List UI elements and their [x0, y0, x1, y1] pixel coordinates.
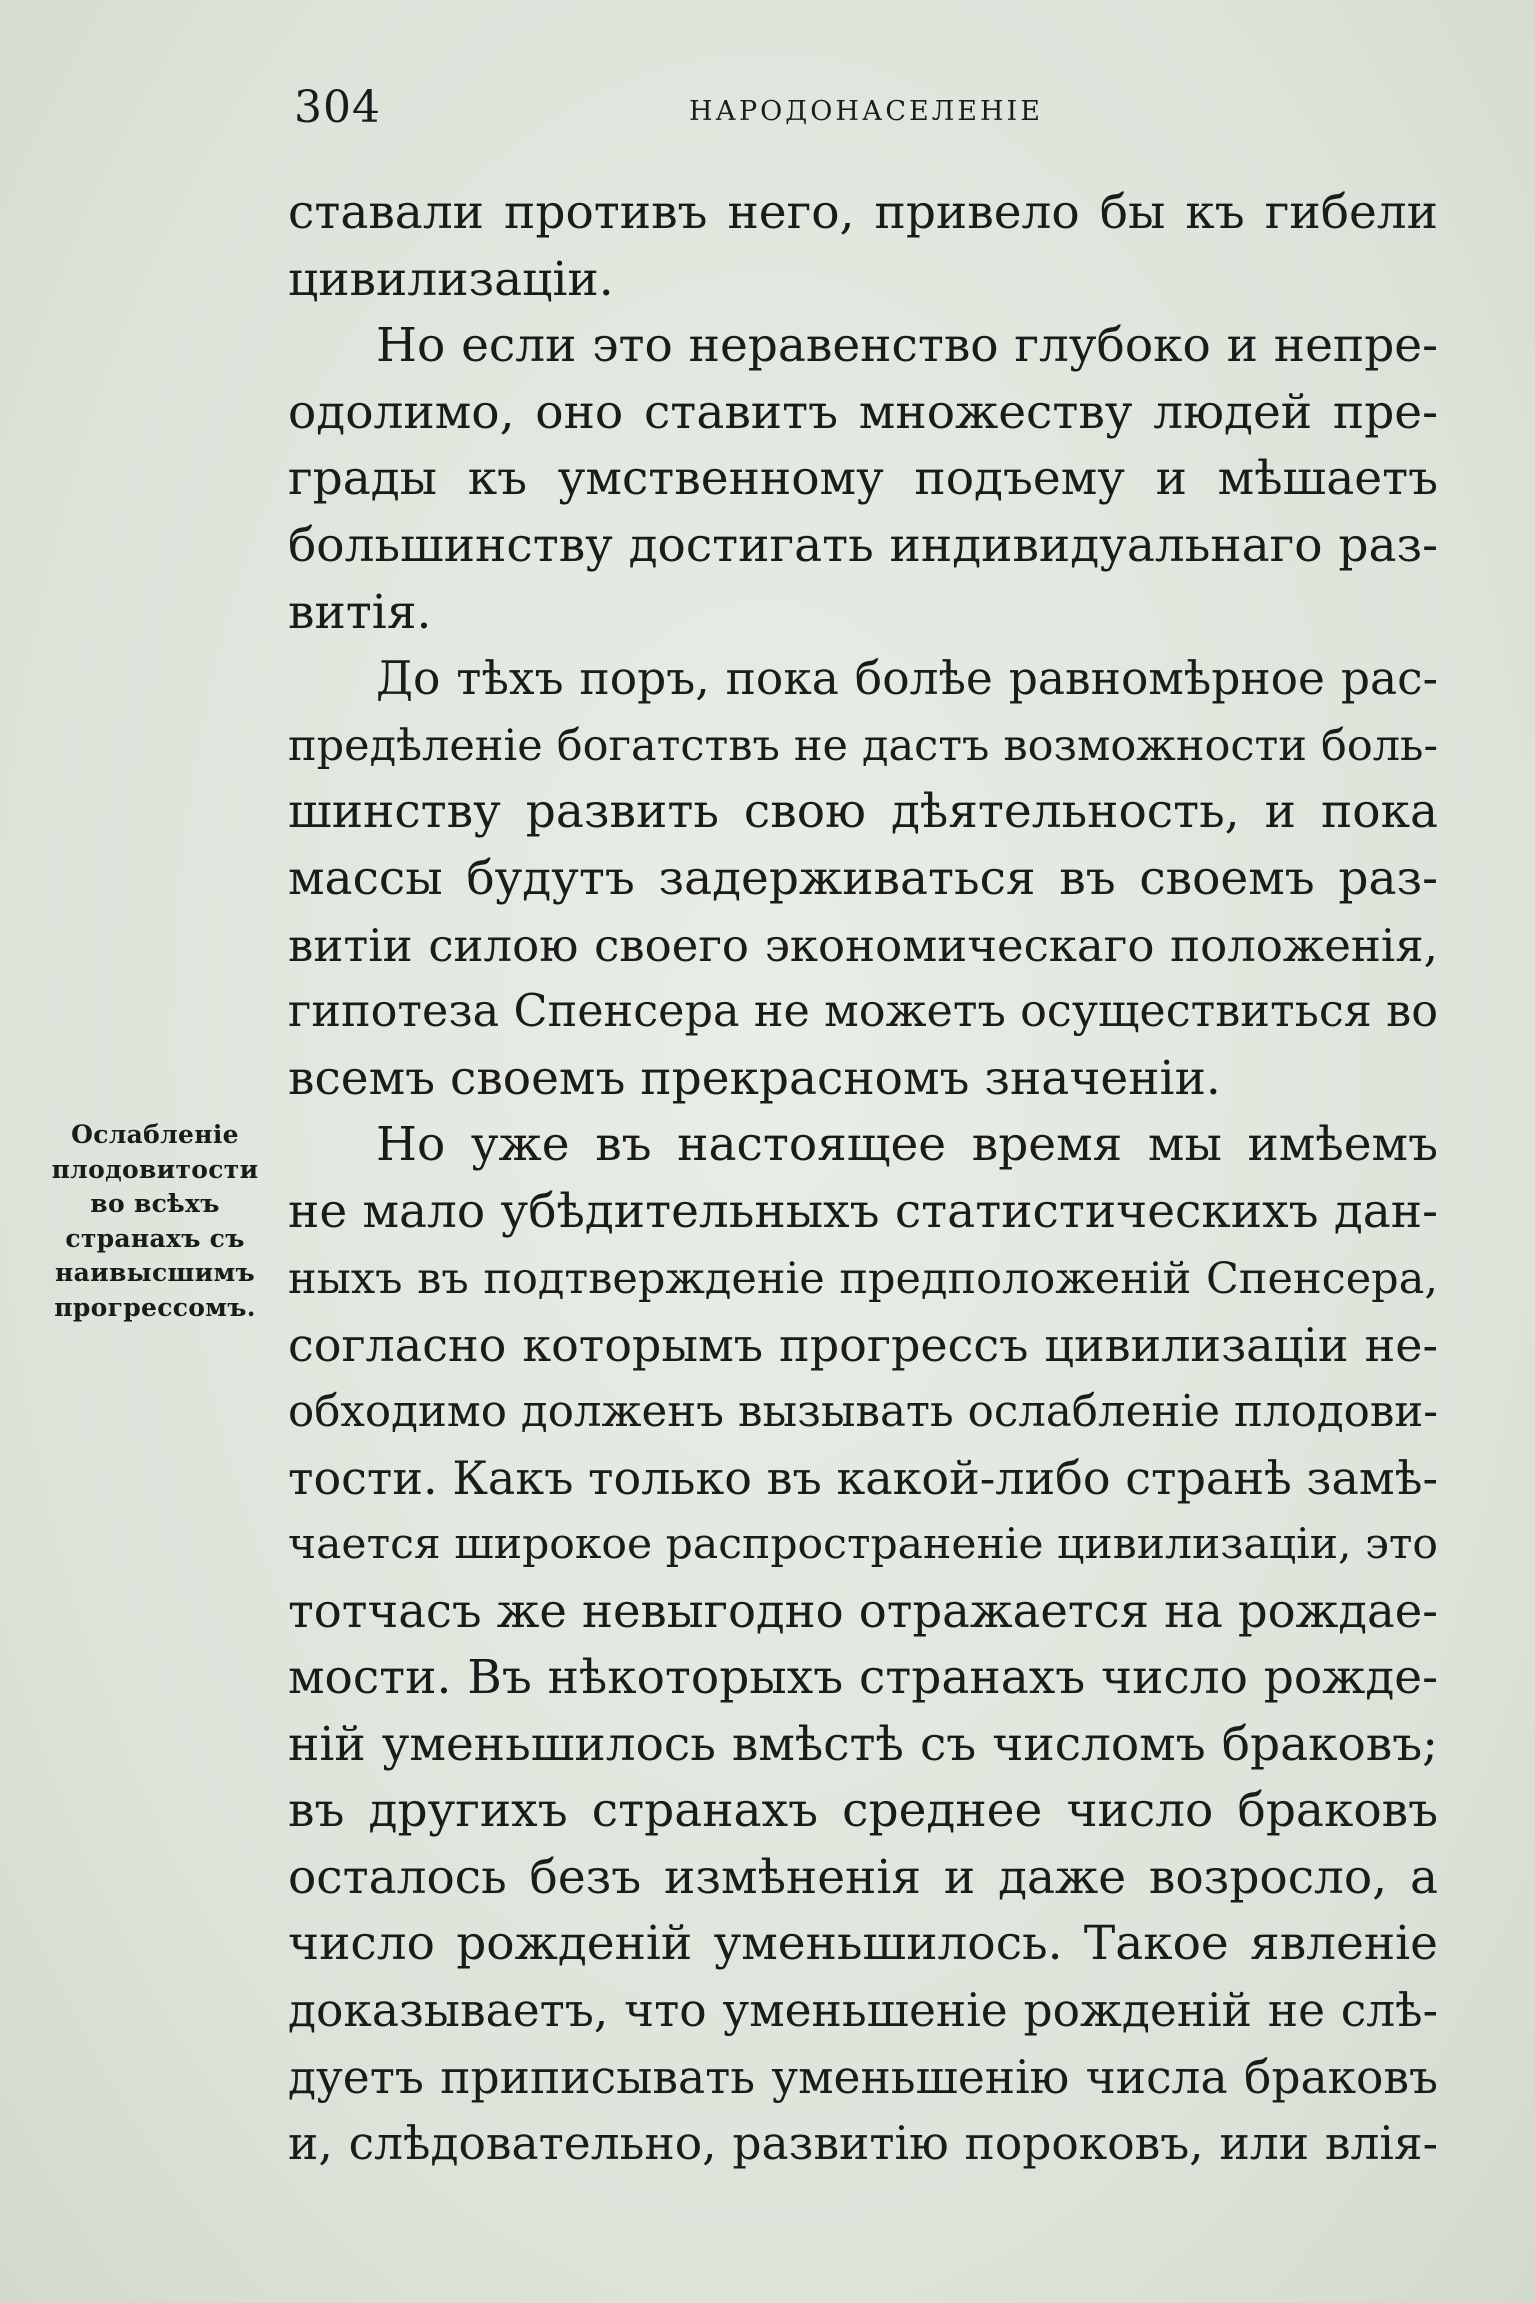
text-line: дуетъ приписывать уменьшенiю числа браковъ [288, 2050, 1438, 2104]
text-line: въ другихъ странахъ среднее число браковъ [288, 1783, 1438, 1839]
text-line: и, слѣдовательно, развитiю пороковъ, или влiя- [288, 2117, 1438, 2171]
text-line: одолимо, оно ставитъ множеству людей пре- [288, 384, 1438, 440]
text-line: витiя. [288, 584, 432, 640]
text-line: чается широкое распространенiе цивилизацiи, это [288, 1519, 1438, 1569]
text-line: цивилизацiи. [288, 251, 614, 307]
text-line: ставали противъ него, привело бы къ гибели [288, 185, 1438, 240]
text-line: Но если это неравенство глубоко и непре- [376, 318, 1438, 374]
marginal-note [30, 1118, 280, 1325]
text-line: тотчасъ же невыгодно отражается на рождае- [288, 1584, 1438, 1639]
marginal-note-line: во всѣхъ [90, 1189, 220, 1218]
marginal-note-line: плодовитости [51, 1154, 259, 1184]
text-line: ныхъ въ подтвержденiе предположенiй Спенсера, [288, 1253, 1438, 1304]
body-text [288, 180, 1438, 2178]
text-line: Но уже въ настоящее время мы имѣемъ [376, 1117, 1438, 1173]
running-title: НАРОДОНАСЕЛЕНIЕ [689, 96, 1043, 127]
text-line: нiй уменьшилось вмѣстѣ съ числомъ браковъ; [288, 1716, 1438, 1772]
text-line: массы будутъ задерживаться въ своемъ раз- [288, 850, 1438, 906]
text-line: предѣленiе богатствъ не дастъ возможности боль- [288, 720, 1438, 771]
page-number: 304 [294, 82, 381, 133]
text-line: не мало убѣдительныхъ статистическихъ дан- [288, 1183, 1438, 1239]
text-line: обходимо долженъ вызывать ослабленiе плодови- [288, 1386, 1438, 1437]
marginal-note-line: наивысшимъ [55, 1258, 255, 1287]
text-line: шинству развить свою дѣятельность, и пока [288, 784, 1438, 840]
text-line: тости. Какъ только въ какой-либо странѣ замѣ- [288, 1451, 1438, 1506]
text-line: гипотеза Спенсера не можетъ осуществиться во [288, 986, 1438, 1038]
text-line: осталось безъ измѣненiя и даже возросло, а [288, 1849, 1438, 1905]
text-line: До тѣхъ поръ, пока болѣе равномѣрное рас- [376, 652, 1438, 706]
page-header [294, 82, 1434, 142]
text-line: мости. Въ нѣкоторыхъ странахъ число рожде- [288, 1650, 1438, 1706]
text-line: витiи силою своего экономическаго положенiя, [288, 918, 1438, 972]
marginal-note-line: странахъ съ [65, 1223, 245, 1253]
text-line: большинству достигать индивидуальнаго раз- [288, 517, 1438, 573]
text-line: число рожденiй уменьшилось. Такое явленiе [288, 1916, 1438, 1972]
text-line: грады къ умственному подъему и мѣшаетъ [288, 451, 1438, 507]
text-line: всемъ своемъ прекрасномъ значенiи. [288, 1050, 1221, 1106]
text-line: доказываетъ, что уменьшенiе рожденiй не слѣ- [288, 1984, 1438, 2038]
text-line: согласно которымъ прогрессъ цивилизацiи не- [288, 1318, 1438, 1373]
marginal-note-line: прогрессомъ. [54, 1292, 256, 1322]
marginal-note-line: Ослабленiе [71, 1120, 239, 1149]
